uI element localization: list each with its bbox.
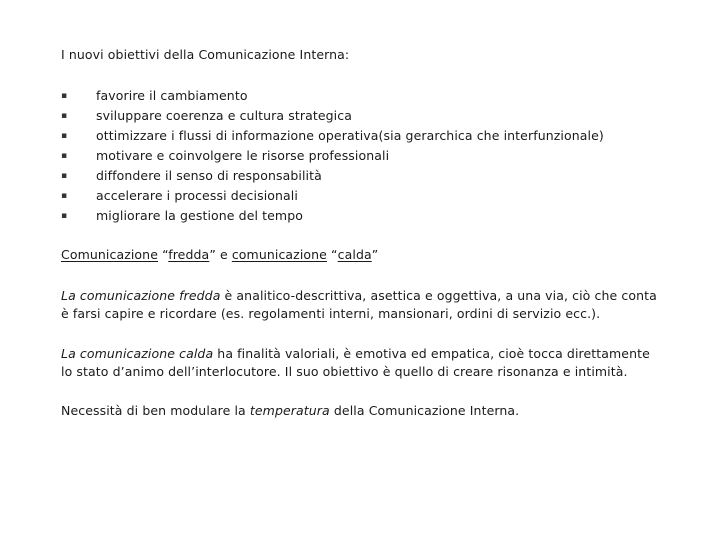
cold-term: La comunicazione fredda bbox=[61, 288, 221, 303]
list-item bbox=[61, 188, 604, 208]
title-connector: ” e bbox=[209, 247, 232, 262]
objective-text: accelerare i processi decisionali bbox=[96, 188, 298, 203]
objective-text: motivare e coinvolgere le risorse professionali bbox=[96, 148, 390, 163]
bullet-icon: ▪ bbox=[61, 91, 68, 101]
objective-text: diffondere il senso di responsabilità bbox=[96, 168, 322, 183]
temperature-term: temperatura bbox=[249, 403, 330, 418]
bullet-icon: ▪ bbox=[61, 191, 68, 201]
list-item bbox=[61, 128, 604, 148]
list-item bbox=[61, 208, 604, 228]
title-word-comunicazione: Comunicazione bbox=[61, 247, 158, 262]
warm-description: ha finalità valoriali, è emotiva ed empatica, cioè tocca direttamente lo stato d’animo dell’interlocutore. Il suo obiettivo è quello di creare risonanza e intimità. bbox=[61, 346, 650, 379]
bullet-icon: ▪ bbox=[61, 211, 68, 221]
bullet-icon: ▪ bbox=[61, 171, 68, 181]
bullet-icon: ▪ bbox=[61, 131, 68, 141]
title-word-comunicazione-2: comunicazione bbox=[231, 247, 327, 262]
warm-term: La comunicazione calda bbox=[61, 346, 214, 361]
cold-warm-title bbox=[61, 246, 661, 264]
warm-communication-paragraph bbox=[61, 345, 661, 381]
title-quote: “ bbox=[158, 247, 169, 262]
title-word-fredda: fredda bbox=[168, 247, 210, 262]
title-quote: “ bbox=[326, 247, 338, 262]
list-item bbox=[61, 148, 604, 168]
need-text-before: Necessità di ben modulare la bbox=[61, 403, 250, 418]
cold-communication-paragraph bbox=[61, 287, 661, 323]
list-item bbox=[61, 168, 604, 188]
title-quote: ” bbox=[371, 247, 379, 262]
bullet-icon: ▪ bbox=[61, 151, 68, 161]
bullet-icon: ▪ bbox=[61, 111, 68, 121]
title-word-calda: calda bbox=[337, 247, 372, 262]
cold-description: è analitico-descrittiva, asettica e oggettiva, a una via, ciò che conta è farsi capire e ricordare (es. regolamenti interni, mansionari, ordini di servizio ecc.). bbox=[61, 288, 657, 321]
list-item bbox=[61, 108, 604, 128]
objective-text: migliorare la gestione del tempo bbox=[96, 208, 303, 223]
page-heading: I nuovi obiettivi della Comunicazione Interna: bbox=[61, 47, 350, 62]
objective-text: favorire il cambiamento bbox=[96, 88, 248, 103]
temperature-paragraph bbox=[61, 402, 661, 420]
need-text-after: della Comunicazione Interna. bbox=[329, 403, 520, 418]
list-item bbox=[61, 88, 604, 108]
objective-text: ottimizzare i flussi di informazione operativa(sia gerarchica che interfunzionale) bbox=[96, 128, 604, 143]
objective-text: sviluppare coerenza e cultura strategica bbox=[96, 108, 352, 123]
objectives-list bbox=[61, 88, 604, 228]
